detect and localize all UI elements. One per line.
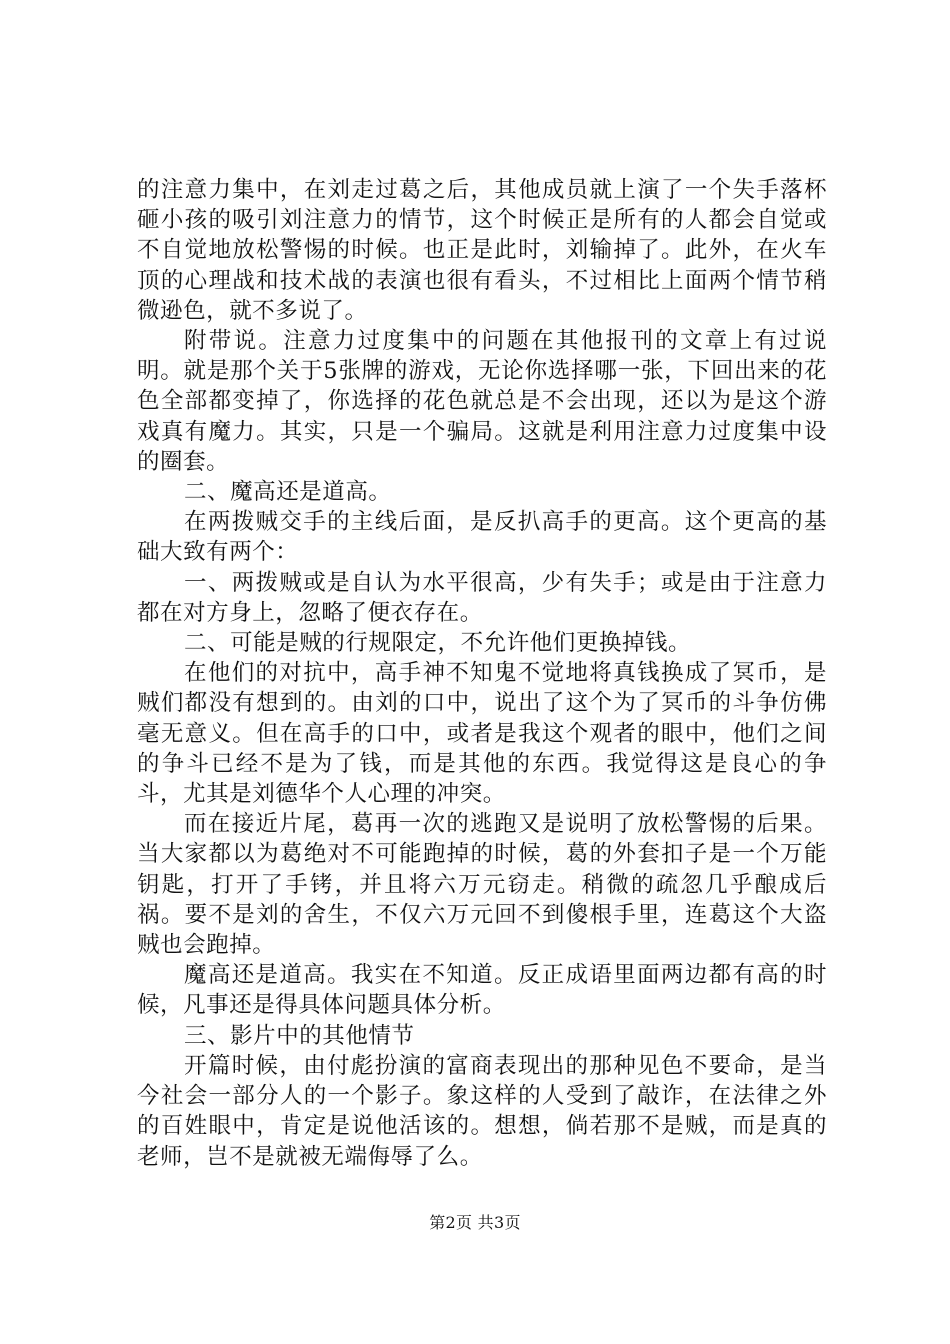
section-heading: 三、影片中的其他情节 bbox=[184, 1022, 415, 1049]
paragraph: 在两拨贼交手的主线后面，是反扒高手的更高。这个更高的基础大致有两个： bbox=[137, 509, 827, 566]
paragraph: 开篇时候，由付彪扮演的富商表现出的那种见色不要命，是当今社会一部分人的一个影子。象这样的人受到了敲诈，在法律之外的百姓眼中，肯定是说他活该的。想想，倘若那不是贼，而是真的老师，岂不是就被无端侮辱了么。 bbox=[137, 1052, 827, 1170]
page-number-footer: 第2页 共3页 bbox=[429, 1213, 521, 1232]
section-heading: 二、魔高还是道高。 bbox=[184, 479, 392, 506]
paragraph: 的注意力集中，在刘走过葛之后，其他成员就上演了一个失手落杯砸小孩的吸引刘注意力的情节，这个时候正是所有的人都会自觉或不自觉地放松警惕的时候。也正是此时，刘输掉了。此外，在火车顶的心理战和技术战的表演也很有看头，不过相比上面两个情节稍微逊色，就不多说了。 bbox=[137, 177, 827, 324]
paragraph: 附带说。注意力过度集中的问题在其他报刊的文章上有过说明。就是那个关于5张牌的游戏，无论你选择哪一张，下回出来的花色全部都变掉了，你选择的花色就总是不会出现，还以为是这个游戏真有魔力。其实，只是一个骗局。这就是利用注意力过度集中设的圈套。 bbox=[137, 328, 827, 475]
paragraph: 在他们的对抗中，高手神不知鬼不觉地将真钱换成了冥币，是贼们都没有想到的。由刘的口中，说出了这个为了冥币的斗争仿佛毫无意义。但在高手的口中，或者是我这个观者的眼中，他们之间的争斗已经不是为了钱，而是其他的东西。我觉得这是良心的争斗，尤其是刘德华个人心理的冲突。 bbox=[137, 660, 827, 808]
paragraph: 魔高还是道高。我实在不知道。反正成语里面两边都有高的时候，凡事还是得具体问题具体分析。 bbox=[137, 962, 827, 1019]
paragraph: 一、两拨贼或是自认为水平很高，少有失手；或是由于注意力都在对方身上，忽略了便衣存在。 bbox=[137, 569, 827, 626]
document-body bbox=[137, 175, 827, 1172]
paragraph: 二、可能是贼的行规限定，不允许他们更换掉钱。 bbox=[184, 630, 692, 657]
paragraph: 而在接近片尾，葛再一次的逃跑又是说明了放松警惕的后果。当大家都以为葛绝对不可能跑掉的时候，葛的外套扣子是一个万能钥匙，打开了手铐，并且将六万元窃走。稍微的疏忽几乎酿成后祸。要不是刘的舍生，不仅六万元回不到傻根手里，连葛这个大盗贼也会跑掉。 bbox=[137, 811, 827, 959]
